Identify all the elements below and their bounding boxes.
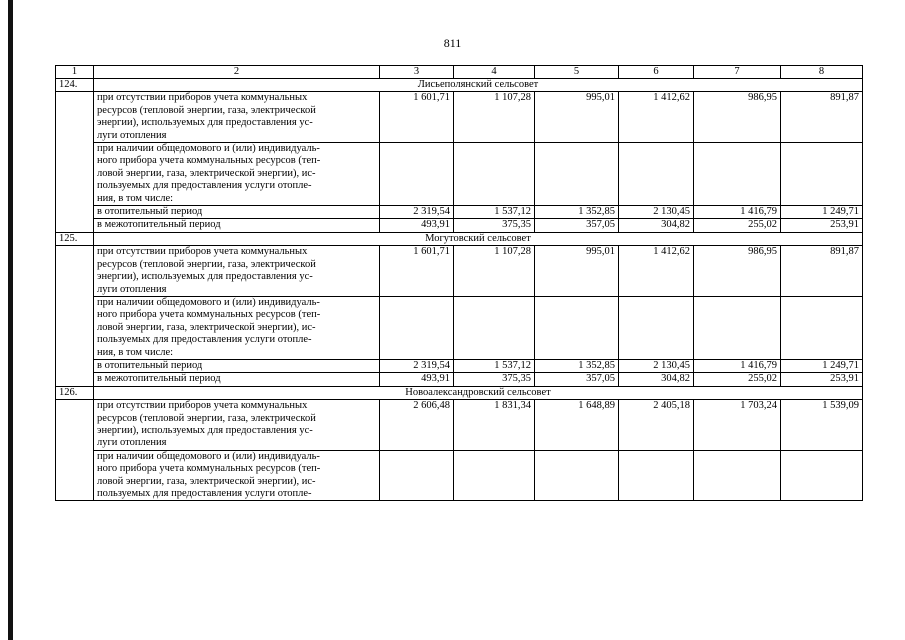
value-cell [619, 143, 694, 206]
page-number: 811 [443, 36, 462, 50]
table-row [56, 219, 863, 232]
description-line: при наличии общедомового и (или) индивидуаль- [97, 143, 320, 155]
description-line: при наличии общедомового и (или) индивидуаль- [97, 450, 320, 462]
value-cell: 2 319,54 [380, 206, 454, 219]
value-cell [619, 296, 694, 359]
value-cell: 255,02 [694, 219, 781, 232]
row-description [94, 143, 380, 206]
value-cell [535, 143, 619, 206]
table-body [56, 79, 863, 501]
table-row [56, 359, 863, 372]
value-cell [454, 296, 535, 359]
table-row [56, 246, 863, 297]
value-cell [694, 143, 781, 206]
table-row [56, 373, 863, 386]
value-cell: 253,91 [781, 219, 863, 232]
column-header: 6 [619, 66, 694, 79]
value-cell: 2 130,45 [619, 206, 694, 219]
index-spacer [56, 92, 94, 232]
row-label: в межотопительный период [94, 373, 380, 386]
column-header: 5 [535, 66, 619, 79]
table-row [56, 450, 863, 501]
section-title-row [56, 79, 863, 92]
description-line: энергии), используемых для предоставления ус- [97, 424, 313, 436]
value-cell: 986,95 [694, 246, 781, 297]
value-cell [694, 450, 781, 501]
value-cell [781, 450, 863, 501]
description-line: при отсутствии приборов учета коммунальных [97, 92, 308, 104]
row-description [94, 246, 380, 297]
value-cell: 1 831,34 [454, 400, 535, 451]
column-header: 2 [94, 66, 380, 79]
description-line: ловой энергии, газа, электрической энергии), ис- [97, 321, 316, 333]
value-cell: 357,05 [535, 219, 619, 232]
section-title: Новоалександровский сельсовет [94, 386, 863, 399]
description-line: пользуемых для предоставления услуги отопле- [97, 334, 312, 346]
description-line: ного прибора учета коммунальных ресурсов (теп- [97, 155, 321, 167]
value-cell: 2 405,18 [619, 400, 694, 451]
table-row [56, 296, 863, 359]
table-row [56, 400, 863, 451]
value-cell: 1 416,79 [694, 359, 781, 372]
value-cell [380, 143, 454, 206]
description-line: энергии), используемых для предоставления ус- [97, 271, 313, 283]
value-cell [380, 450, 454, 501]
table-row [56, 206, 863, 219]
value-cell [454, 143, 535, 206]
row-description [94, 450, 380, 501]
section-index: 125. [56, 232, 94, 245]
description-line: ловой энергии, газа, электрической энергии), ис- [97, 475, 316, 487]
value-cell: 995,01 [535, 92, 619, 143]
value-cell [619, 450, 694, 501]
value-cell: 891,87 [781, 246, 863, 297]
value-cell: 2 606,48 [380, 400, 454, 451]
column-header: 4 [454, 66, 535, 79]
row-label: в отопительный период [94, 359, 380, 372]
value-cell: 1 416,79 [694, 206, 781, 219]
description-line: энергии), используемых для предоставления ус- [97, 117, 313, 129]
description-line: при отсутствии приборов учета коммунальных [97, 400, 308, 412]
section-title: Лисьеполянский сельсовет [94, 79, 863, 92]
column-header: 1 [56, 66, 94, 79]
column-header: 3 [380, 66, 454, 79]
description-line: ловой энергии, газа, электрической энергии), ис- [97, 167, 316, 179]
row-description [94, 400, 380, 451]
value-cell: 304,82 [619, 219, 694, 232]
value-cell: 986,95 [694, 92, 781, 143]
row-description [94, 296, 380, 359]
index-spacer [56, 400, 94, 501]
value-cell [454, 450, 535, 501]
value-cell: 1 648,89 [535, 400, 619, 451]
value-cell: 995,01 [535, 246, 619, 297]
description-line: ресурсов (тепловой энергии, газа, электрической [97, 104, 316, 116]
value-cell: 1 412,62 [619, 246, 694, 297]
scan-edge-bar [8, 0, 13, 640]
value-cell: 1 601,71 [380, 92, 454, 143]
value-cell [694, 296, 781, 359]
description-line: ресурсов (тепловой энергии, газа, электрической [97, 412, 316, 424]
description-line: луги отопления [97, 283, 167, 295]
description-line: ного прибора учета коммунальных ресурсов (теп- [97, 309, 321, 321]
section-title-row [56, 386, 863, 399]
value-cell: 1 107,28 [454, 92, 535, 143]
value-cell: 1 539,09 [781, 400, 863, 451]
description-line: ресурсов (тепловой энергии, газа, электрической [97, 258, 316, 270]
value-cell [380, 296, 454, 359]
header-row [56, 66, 863, 79]
table-row [56, 143, 863, 206]
value-cell: 1 352,85 [535, 206, 619, 219]
value-cell: 375,35 [454, 219, 535, 232]
table-row [56, 92, 863, 143]
value-cell: 375,35 [454, 373, 535, 386]
section-title-row [56, 232, 863, 245]
description-line: пользуемых для предоставления услуги отопле- [97, 488, 312, 499]
value-cell [781, 296, 863, 359]
value-cell [535, 296, 619, 359]
description-line: ния, в том числе: [97, 346, 174, 358]
value-cell: 1 249,71 [781, 359, 863, 372]
row-label: в межотопительный период [94, 219, 380, 232]
description-line: луги отопления [97, 437, 167, 449]
description-line: пользуемых для предоставления услуги отопле- [97, 180, 312, 192]
section-index: 126. [56, 386, 94, 399]
value-cell: 1 537,12 [454, 359, 535, 372]
value-cell: 2 130,45 [619, 359, 694, 372]
column-header: 7 [694, 66, 781, 79]
value-cell: 1 537,12 [454, 206, 535, 219]
value-cell [781, 143, 863, 206]
value-cell: 1 107,28 [454, 246, 535, 297]
value-cell: 1 412,62 [619, 92, 694, 143]
description-line: ния, в том числе: [97, 192, 174, 204]
value-cell: 1 601,71 [380, 246, 454, 297]
value-cell: 2 319,54 [380, 359, 454, 372]
row-description [94, 92, 380, 143]
value-cell: 493,91 [380, 219, 454, 232]
row-label: в отопительный период [94, 206, 380, 219]
value-cell: 1 352,85 [535, 359, 619, 372]
value-cell [535, 450, 619, 501]
description-line: при наличии общедомового и (или) индивидуаль- [97, 296, 320, 308]
column-header: 8 [781, 66, 863, 79]
section-title: Могутовский сельсовет [94, 232, 863, 245]
value-cell: 304,82 [619, 373, 694, 386]
index-spacer [56, 246, 94, 386]
value-cell: 493,91 [380, 373, 454, 386]
description-line: луги отопления [97, 129, 167, 141]
value-cell: 253,91 [781, 373, 863, 386]
description-line: ного прибора учета коммунальных ресурсов (теп- [97, 463, 321, 475]
value-cell: 255,02 [694, 373, 781, 386]
description-line: при отсутствии приборов учета коммунальных [97, 246, 308, 258]
value-cell: 1 703,24 [694, 400, 781, 451]
value-cell: 357,05 [535, 373, 619, 386]
value-cell: 891,87 [781, 92, 863, 143]
section-index: 124. [56, 79, 94, 92]
tariff-table [55, 65, 863, 501]
value-cell: 1 249,71 [781, 206, 863, 219]
